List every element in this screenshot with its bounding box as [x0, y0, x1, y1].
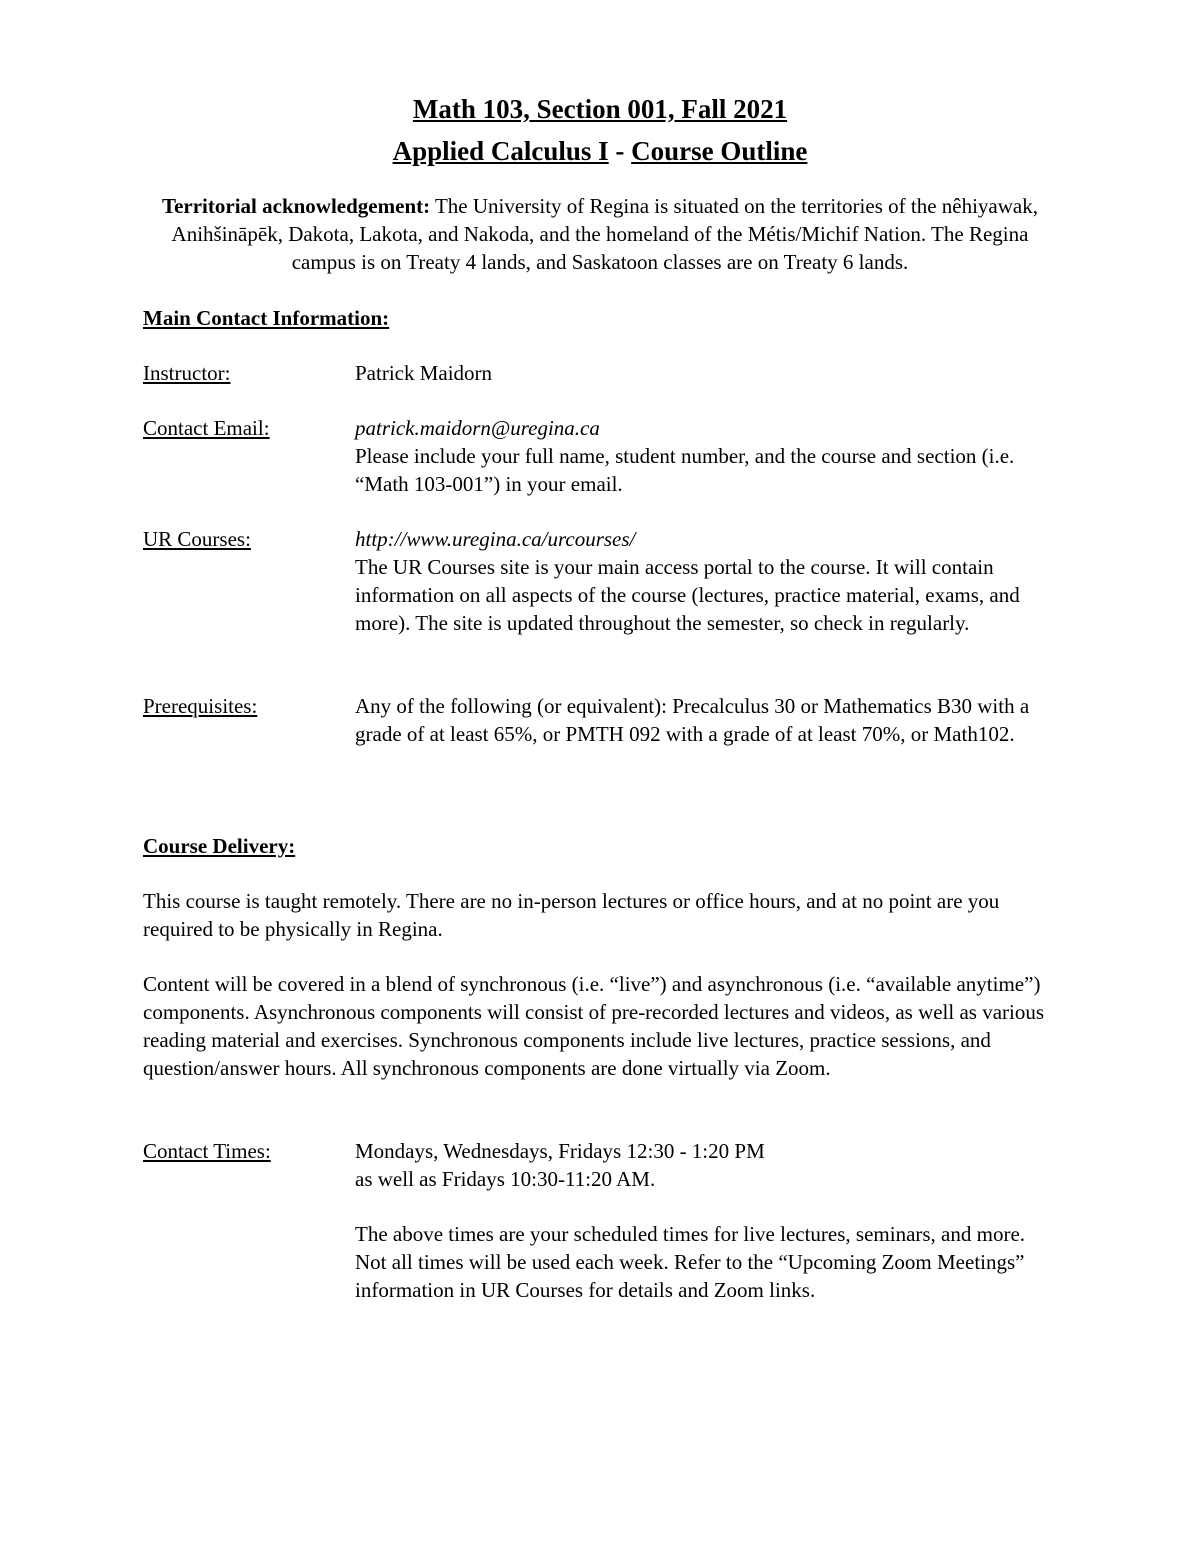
email-note: Please include your full name, student number, and the course and section (i.e. “Math 103-001”) in your email.: [355, 444, 1015, 496]
delivery-heading: Course Delivery:: [143, 834, 296, 858]
acknowledgement-text: The University of Regina is situated on the territories of the nêhiyawak, Anihšināpēk, Dakota, Lakota, and Nakoda, and the homeland of the Métis/Michif Nation. The Regina campus is on Treaty 4 lands, and Saskatoon classes are on Treaty 6 lands.: [171, 194, 1038, 274]
delivery-paragraph-1: This course is taught remotely. There are no in-person lectures or office hours, and at no point are you required to be physically in Regina.: [143, 889, 1000, 941]
prerequisites-label: Prerequisites:: [143, 694, 258, 718]
course-title-line: Math 103, Section 001, Fall 2021: [412, 94, 788, 124]
contact-heading: Main Contact Information:: [143, 306, 390, 330]
prerequisites-value: Any of the following (or equivalent): Precalculus 30 or Mathematics B30 with a grade of at least 65%, or PMTH 092 with a grade of at least 70%, or Math102.: [355, 694, 1030, 746]
course-subtitle: Applied Calculus I: [392, 136, 609, 166]
contact-times-label: Contact Times:: [143, 1139, 271, 1163]
subtitle-separator: -: [608, 136, 632, 166]
email-label: Contact Email:: [143, 416, 270, 440]
territorial-acknowledgement: [150, 192, 1050, 276]
document-title: [0, 88, 1200, 172]
contact-times-note: The above times are your scheduled times for live lectures, seminars, and more. Not all times will be used each week. Refer to the “Upcoming Zoom Meetings” information in UR Courses for details and Zoom links.: [355, 1222, 1026, 1302]
urcourses-link[interactable]: http://www.uregina.ca/urcourses/: [355, 527, 636, 551]
contact-times-line-2: as well as Fridays 10:30-11:20 AM.: [355, 1167, 656, 1191]
urcourses-note: The UR Courses site is your main access portal to the course. It will contain information on all aspects of the course (lectures, practice material, exams, and more). The site is updated throughout the semester, so check in regularly.: [355, 555, 1020, 635]
contact-times-line-1: Mondays, Wednesdays, Fridays 12:30 - 1:20 PM: [355, 1139, 765, 1163]
delivery-paragraph-2: Content will be covered in a blend of synchronous (i.e. “live”) and asynchronous (i.e. “available anytime”) components. Asynchronous components will consist of pre-recorded lectures and videos, as well as various reading material and exercises. Synchronous components include live lectures, practice sessions, and question/answer hours. All synchronous components are done virtually via Zoom.: [143, 972, 1045, 1080]
instructor-value: Patrick Maidorn: [355, 361, 493, 385]
email-address-link[interactable]: patrick.maidorn@uregina.ca: [355, 416, 600, 440]
contact-times-block: [355, 1137, 1060, 1193]
instructor-label: Instructor:: [143, 361, 231, 385]
urcourses-label: UR Courses:: [143, 527, 251, 551]
course-outline-label: Course Outline: [631, 136, 808, 166]
urcourses-block: [355, 525, 1060, 637]
email-block: [355, 414, 1060, 498]
acknowledgement-label: Territorial acknowledgement:: [162, 194, 431, 218]
